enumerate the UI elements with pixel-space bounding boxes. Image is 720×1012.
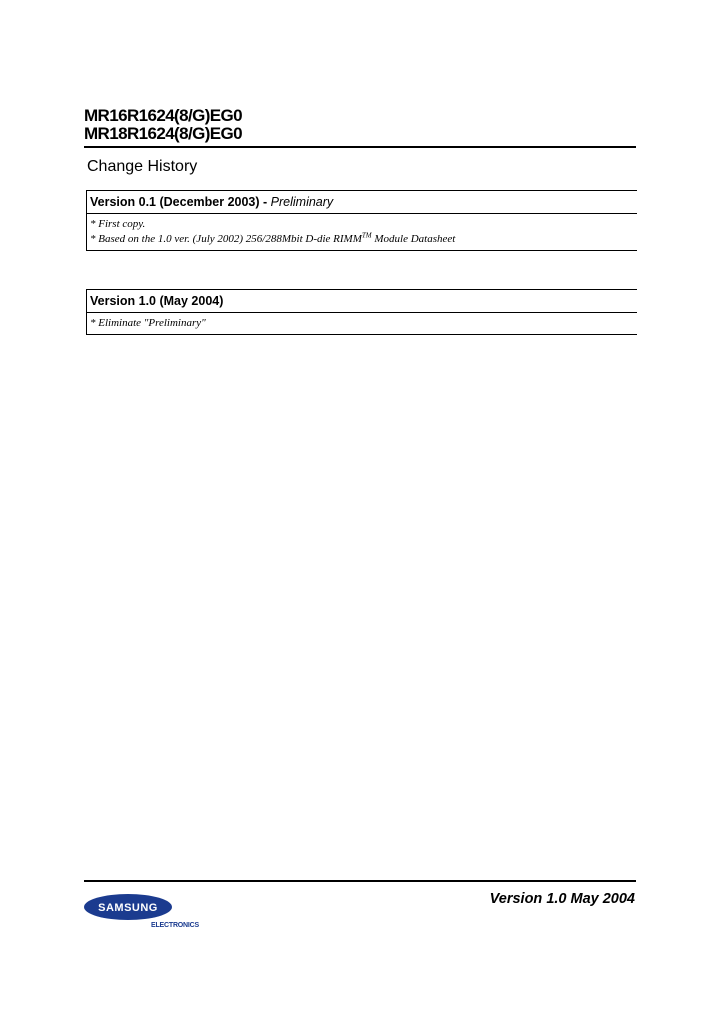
revision-status: Preliminary [270,195,334,209]
part-number-1: MR16R1624(8/G)EG0 [84,106,242,125]
revision-header [87,290,637,313]
revision-version: Version 0.1 (December 2003) - [90,195,271,209]
revision-item: * First copy. [90,218,146,230]
revision-entry [86,190,637,251]
footer-rule [84,880,636,882]
revision-item: * Eliminate "Preliminary" [90,317,206,329]
revision-item: * Based on the 1.0 ver. (July 2002) 256/288Mbit D-die RIMM™ Module Datasheet [90,231,456,245]
samsung-logo [84,892,174,922]
revision-version: Version 1.0 (May 2004) [90,294,224,308]
revision-header [87,191,637,214]
footer-version: Version 1.0 May 2004 [489,891,635,907]
revision-body [87,313,637,334]
revision-body [87,214,637,250]
logo-subtitle: ELECTRONICS [151,922,199,929]
revision-entry [86,289,637,335]
section-title: Change History [87,158,198,175]
logo-text: SAMSUNG [98,902,158,914]
part-number-2: MR18R1624(8/G)EG0 [84,124,242,143]
trademark-sup: TM [361,231,372,240]
header-rule [84,146,636,148]
